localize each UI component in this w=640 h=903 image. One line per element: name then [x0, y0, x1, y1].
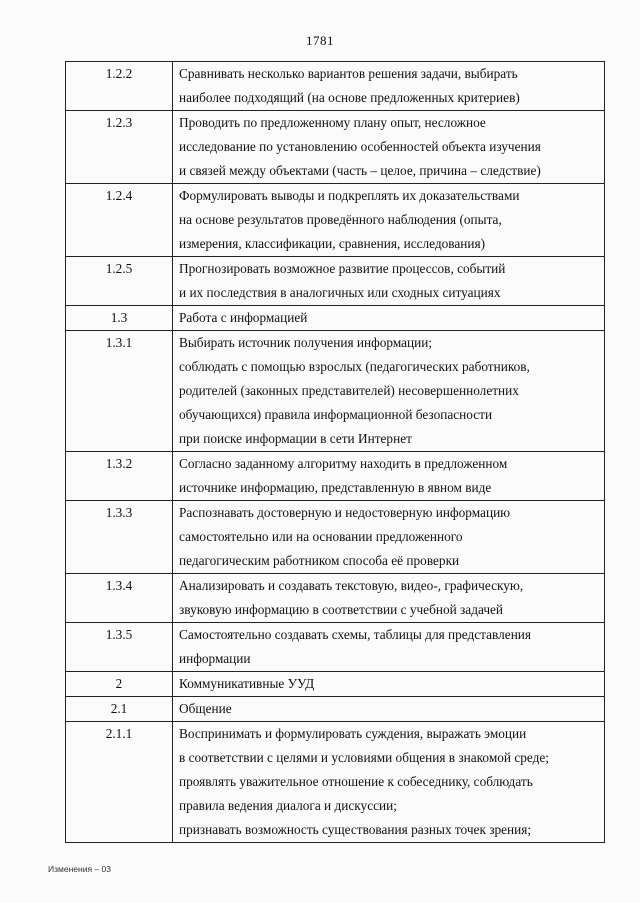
item-number: 1.3.4 — [66, 574, 173, 623]
table-row — [66, 62, 605, 111]
description-line: Формулировать выводы и подкреплять их доказательствами — [179, 188, 520, 203]
item-number: 2.1 — [66, 697, 173, 722]
description-line: обучающихся) правила информационной безопасности — [179, 407, 493, 422]
description-line: Сравнивать несколько вариантов решения задачи, выбирать — [179, 66, 518, 81]
item-number: 1.3 — [66, 306, 173, 331]
description-line: педагогическим работником способа её проверки — [179, 553, 460, 568]
description-line: измерения, классификации, сравнения, исследования) — [179, 236, 486, 251]
description-line: и их последствия в аналогичных или сходных ситуациях — [179, 285, 501, 300]
description-line: источнике информацию, представленную в явном виде — [179, 480, 492, 495]
table-row — [66, 672, 605, 697]
item-description — [173, 697, 605, 722]
table-row — [66, 623, 605, 672]
description-line: правила ведения диалога и дискуссии; — [179, 798, 397, 813]
item-description — [173, 331, 605, 452]
item-description — [173, 257, 605, 306]
item-description — [173, 501, 605, 574]
item-description — [173, 452, 605, 501]
table-row — [66, 722, 605, 843]
table-row — [66, 111, 605, 184]
item-description — [173, 574, 605, 623]
description-line: Прогнозировать возможное развитие процессов, событий — [179, 261, 506, 276]
description-line: исследование по установлению особенностей объекта изучения — [179, 139, 541, 154]
description-line: родителей (законных представителей) несовершеннолетних — [179, 383, 519, 398]
description-line: звуковую информацию в соответствии с учебной задачей — [179, 602, 504, 617]
item-number: 1.3.2 — [66, 452, 173, 501]
table-row — [66, 257, 605, 306]
description-line: соблюдать с помощью взрослых (педагогических работников, — [179, 359, 530, 374]
table-row — [66, 697, 605, 722]
description-line: при поиске информации в сети Интернет — [179, 431, 412, 446]
description-line: Общение — [179, 701, 232, 716]
description-line: признавать возможность существования разных точек зрения; — [179, 822, 532, 837]
table-row — [66, 574, 605, 623]
table-row — [66, 184, 605, 257]
table-row — [66, 452, 605, 501]
item-description — [173, 306, 605, 331]
item-number: 1.2.2 — [66, 62, 173, 111]
table-row — [66, 331, 605, 452]
description-line: Проводить по предложенному плану опыт, несложное — [179, 115, 486, 130]
footer-revision-note: Изменения – 03 — [48, 864, 111, 874]
item-description — [173, 184, 605, 257]
description-line: Воспринимать и формулировать суждения, выражать эмоции — [179, 726, 527, 741]
description-line: Согласно заданному алгоритму находить в предложенном — [179, 456, 508, 471]
item-description — [173, 62, 605, 111]
description-line: наиболее подходящий (на основе предложенных критериев) — [179, 90, 520, 105]
table-row — [66, 501, 605, 574]
description-line: в соответствии с целями и условиями общения в знакомой среде; — [179, 750, 549, 765]
item-number: 2.1.1 — [66, 722, 173, 843]
item-number: 1.3.1 — [66, 331, 173, 452]
description-line: информации — [179, 651, 251, 666]
item-number: 1.2.5 — [66, 257, 173, 306]
item-number: 1.3.5 — [66, 623, 173, 672]
item-number: 2 — [66, 672, 173, 697]
item-description — [173, 623, 605, 672]
item-description — [173, 722, 605, 843]
description-line: Распознавать достоверную и недостоверную информацию — [179, 505, 511, 520]
item-description — [173, 111, 605, 184]
description-line: Самостоятельно создавать схемы, таблицы для представления — [179, 627, 532, 642]
content-table — [65, 61, 605, 843]
description-line: самостоятельно или на основании предложенного — [179, 529, 463, 544]
description-line: на основе результатов проведённого наблюдения (опыта, — [179, 212, 502, 227]
description-line: Работа с информацией — [179, 310, 308, 325]
description-line: Коммуникативные УУД — [179, 676, 315, 691]
description-line: проявлять уважительное отношение к собеседнику, соблюдать — [179, 774, 533, 789]
item-number: 1.3.3 — [66, 501, 173, 574]
description-line: и связей между объектами (часть – целое, причина – следствие) — [179, 163, 541, 178]
description-line: Выбирать источник получения информации; — [179, 335, 433, 350]
description-line: Анализировать и создавать текстовую, видео-, графическую, — [179, 578, 524, 593]
item-number: 1.2.3 — [66, 111, 173, 184]
item-number: 1.2.4 — [66, 184, 173, 257]
item-description — [173, 672, 605, 697]
table-row — [66, 306, 605, 331]
page-number: 1781 — [306, 33, 334, 48]
